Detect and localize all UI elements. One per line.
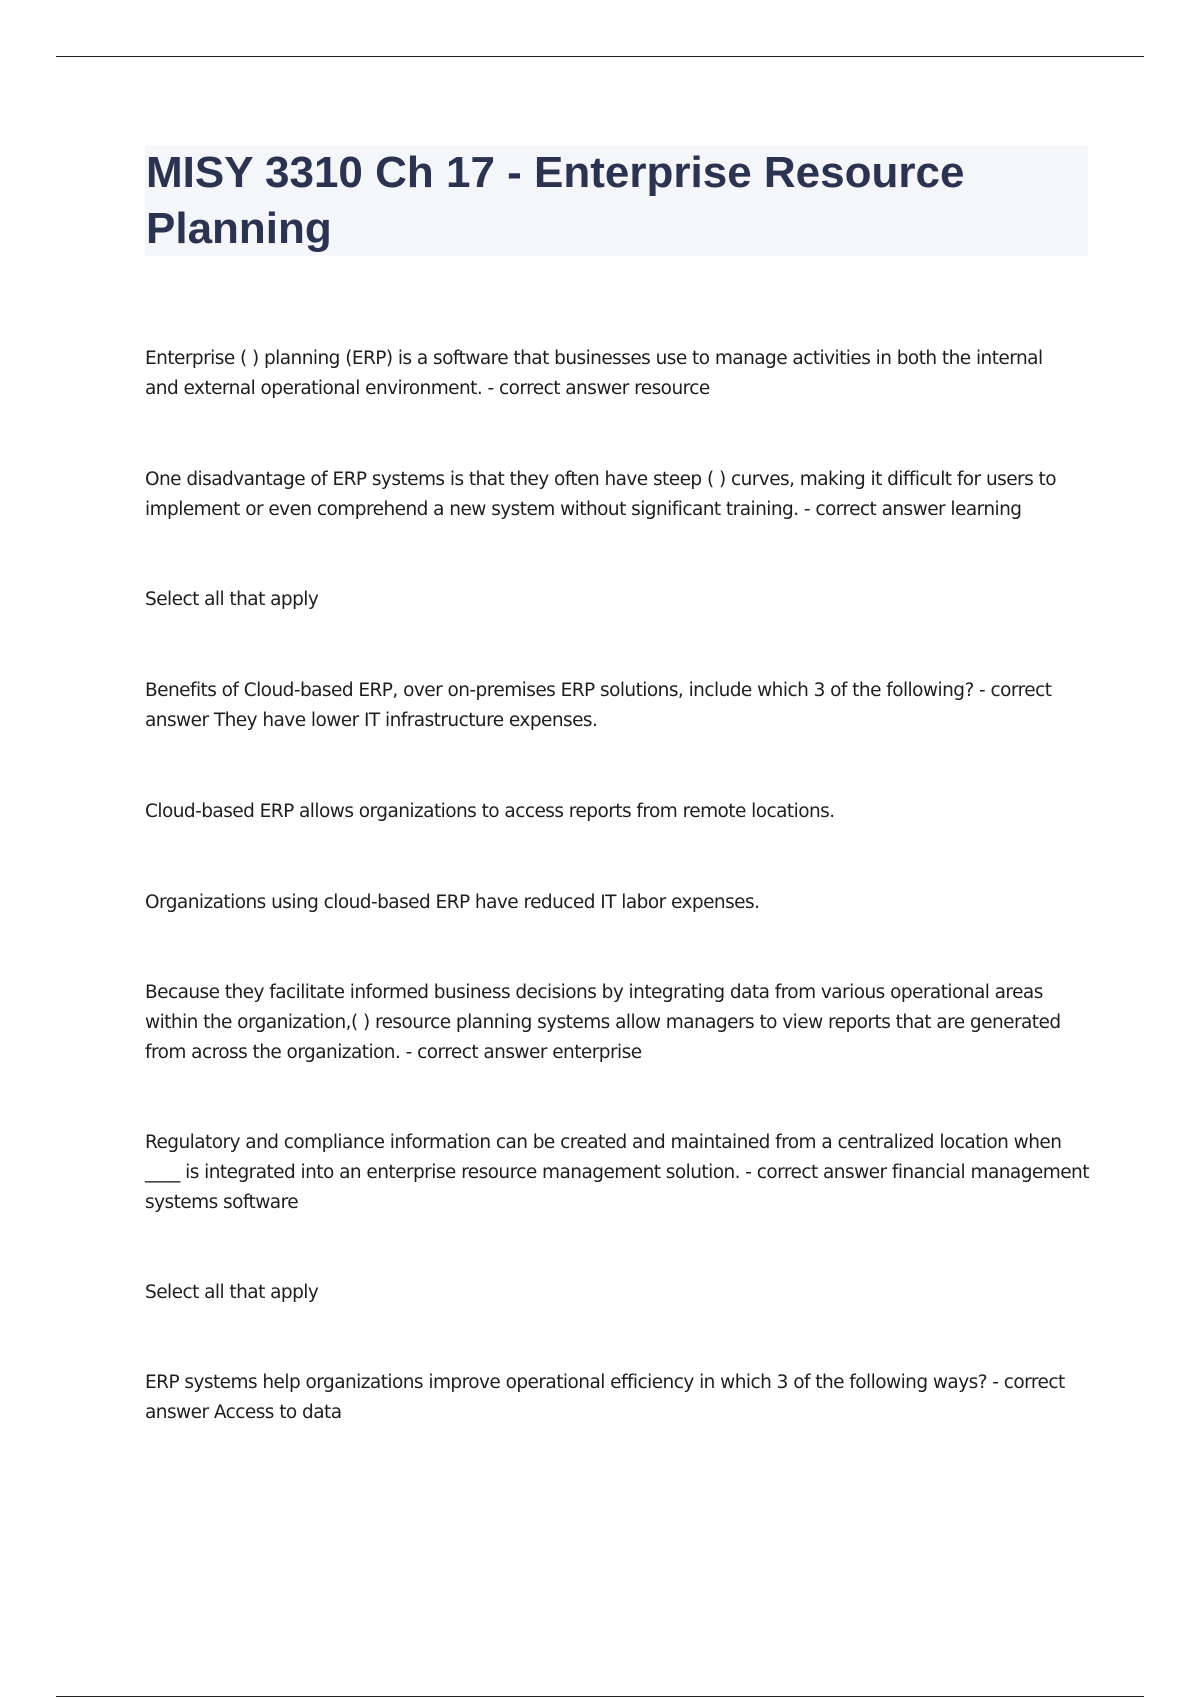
paragraph-7: Because they facilitate informed business decisions by integrating data from various operational areas within the organization,( ) resource planning systems allow managers to view reports that are generated from across the organization. - correct answer enterprise	[145, 982, 1061, 1063]
paragraph-1: Enterprise ( ) planning (ERP) is a software that businesses use to manage activities in both the internal and external operational environment. - correct answer resource	[145, 348, 1043, 399]
paragraph-6: Organizations using cloud-based ERP have reduced IT labor expenses.	[145, 892, 760, 913]
paragraph-3: Select all that apply	[145, 589, 319, 610]
bottom-rule	[56, 1696, 1144, 1697]
paragraph-5: Cloud-based ERP allows organizations to access reports from remote locations.	[145, 801, 835, 822]
paragraph-2: One disadvantage of ERP systems is that they often have steep ( ) curves, making it difficult for users to implement or even comprehend a new system without significant training. - correct answer learning	[145, 469, 1056, 520]
paragraph-9: Select all that apply	[145, 1282, 319, 1303]
paragraph-4: Benefits of Cloud-based ERP, over on-premises ERP solutions, include which 3 of the following? - correct answer They have lower IT infrastructure expenses.	[145, 680, 1052, 731]
top-rule	[56, 56, 1144, 57]
title-block	[145, 146, 1088, 256]
paragraph-10: ERP systems help organizations improve operational efficiency in which 3 of the following ways? - correct answer Access to data	[145, 1372, 1065, 1423]
document-title: MISY 3310 Ch 17 - Enterprise Resource Planning	[146, 148, 965, 253]
paragraph-8: Regulatory and compliance information can be created and maintained from a centralized location when ____ is integrated into an enterprise resource management solution. - correct answer financial management systems software	[145, 1132, 1089, 1213]
